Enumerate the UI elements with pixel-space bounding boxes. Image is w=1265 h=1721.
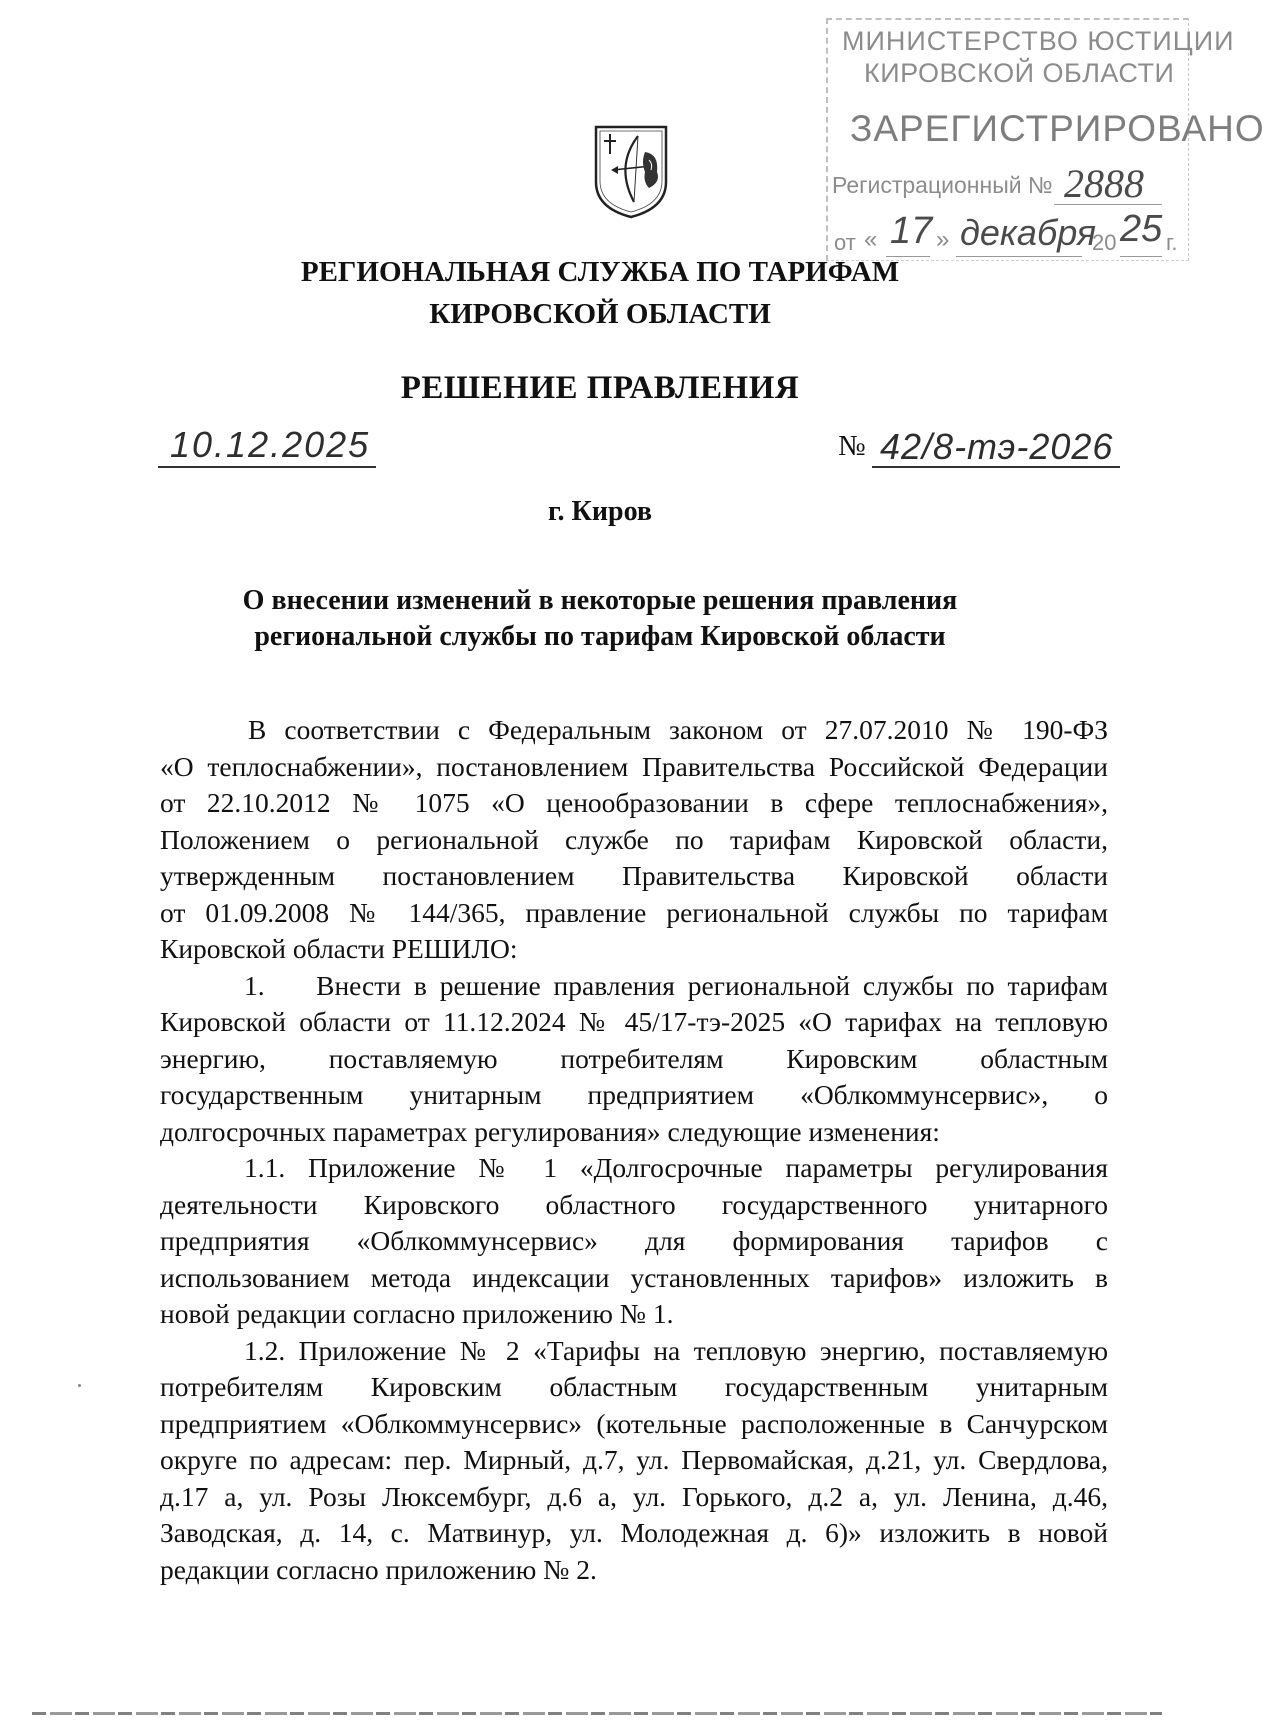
item1-line: Кировской области от 11.12.2024 № 45/17-тэ-2025 «О тарифах на тепловую [160,1006,1108,1037]
stamp-month: декабря [960,212,1097,253]
stamp-quote-open: « [864,226,878,253]
stamp-quote-close: » [936,226,950,253]
item1-2-line: потребителям Кировским областным государственным унитарным [160,1371,1108,1402]
scan-edge-artifact [32,1712,1162,1715]
item1-2-line: 1.2. Приложение № 2 «Тарифы на тепловую энергию, поставляемую [244,1335,1108,1366]
registration-stamp [826,18,1265,261]
item1-2-line: д.17 а, ул. Розы Люксембург, д.6 а, ул. Горького, д.2 а, ул. Ленина, д.46, [160,1481,1108,1512]
item1-1-line: 1.1. Приложение № 1 «Долгосрочные параметры регулирования [244,1152,1108,1183]
item1-2-line: редакции согласно приложению № 2. [160,1554,597,1585]
preamble-line: Кировской области РЕШИЛО: [160,933,518,964]
subject-line1: О внесении изменений в некоторые решения правления [242,585,958,616]
stamp-year-suffix: 25 [1120,208,1163,250]
date-underline [158,466,376,468]
item1-2-line: округе по адресам: пер. Мирный, д.7, ул. Первомайская, д.21, ул. Свердлова, [160,1444,1108,1475]
preamble-line: В соответствии с Федеральным законом от 27.07.2010 № 190-ФЗ [248,714,1108,745]
stamp-reg-underline [1054,204,1162,205]
item1-1-line: предприятия «Облкоммунсервис» для формирования тарифов с [160,1225,1108,1256]
item1-2-line: предприятием «Облкоммунсервис» (котельные расположенные в Санчурском [160,1408,1108,1439]
stamp-day: 17 [890,210,933,252]
org-name-line2: КИРОВСКОЙ ОБЛАСТИ [429,298,771,330]
subject-line2: региональной службы по тарифам Кировской области [254,621,946,652]
stamp-status: ЗАРЕГИСТРИРОВАНО [850,108,1265,149]
item1-1-line: деятельности Кировского областного государственного унитарного [160,1189,1108,1220]
preamble-line: от 22.10.2012 № 1075 «О ценообразовании в сфере теплоснабжения», [160,787,1108,818]
coat-of-arms-icon [593,124,669,220]
stamp-reg-number: 2888 [1064,161,1144,206]
stamp-year-unit: г. [1166,230,1178,255]
item1-line: долгосрочных параметрах регулирования» следующие изменения: [160,1116,940,1147]
city: г. Киров [548,496,652,527]
preamble-line: Положением о региональной службе по тарифам Кировской области, [160,824,1108,855]
item1-2-line: Заводская, д. 14, с. Матвинур, ул. Молодежная д. 6)» изложить в новой [160,1517,1108,1548]
scan-speck [78,1384,81,1387]
item1-1-line: использованием метода индексации установленных тарифов» изложить в [160,1262,1108,1293]
number-sign: № [838,430,866,462]
item1-line: энергию, поставляемую потребителям Кировским областным [160,1043,1108,1074]
item1-1-line: новой редакции согласно приложению № 1. [160,1298,674,1329]
stamp-from-label: от [834,230,856,255]
stamp-reg-label: Регистрационный № [832,172,1053,198]
org-name-line1: РЕГИОНАЛЬНАЯ СЛУЖБА ПО ТАРИФАМ [300,256,900,288]
preamble-line: «О теплоснабжении», постановлением Правительства Российской Федерации [160,751,1108,782]
document-title: РЕШЕНИЕ ПРАВЛЕНИЯ [400,370,800,406]
preamble-line: от 01.09.2008 № 144/365, правление региональной службы по тарифам [160,897,1108,928]
number-underline [872,466,1120,468]
decision-number: 42/8-тэ-2026 [880,426,1114,467]
decision-date: 10.12.2025 [170,424,371,465]
stamp-region-line: КИРОВСКОЙ ОБЛАСТИ [864,58,1175,88]
stamp-year-prefix: 20 [1092,230,1117,255]
stamp-ministry-line: МИНИСТЕРСТВО ЮСТИЦИИ [842,26,1235,56]
item1-line: государственным унитарным предприятием «Облкоммунсервис», о [160,1079,1108,1110]
preamble-line: утвержденным постановлением Правительства Кировской области [160,860,1108,891]
item1-line: 1. Внести в решение правления региональной службы по тарифам [244,970,1108,1001]
